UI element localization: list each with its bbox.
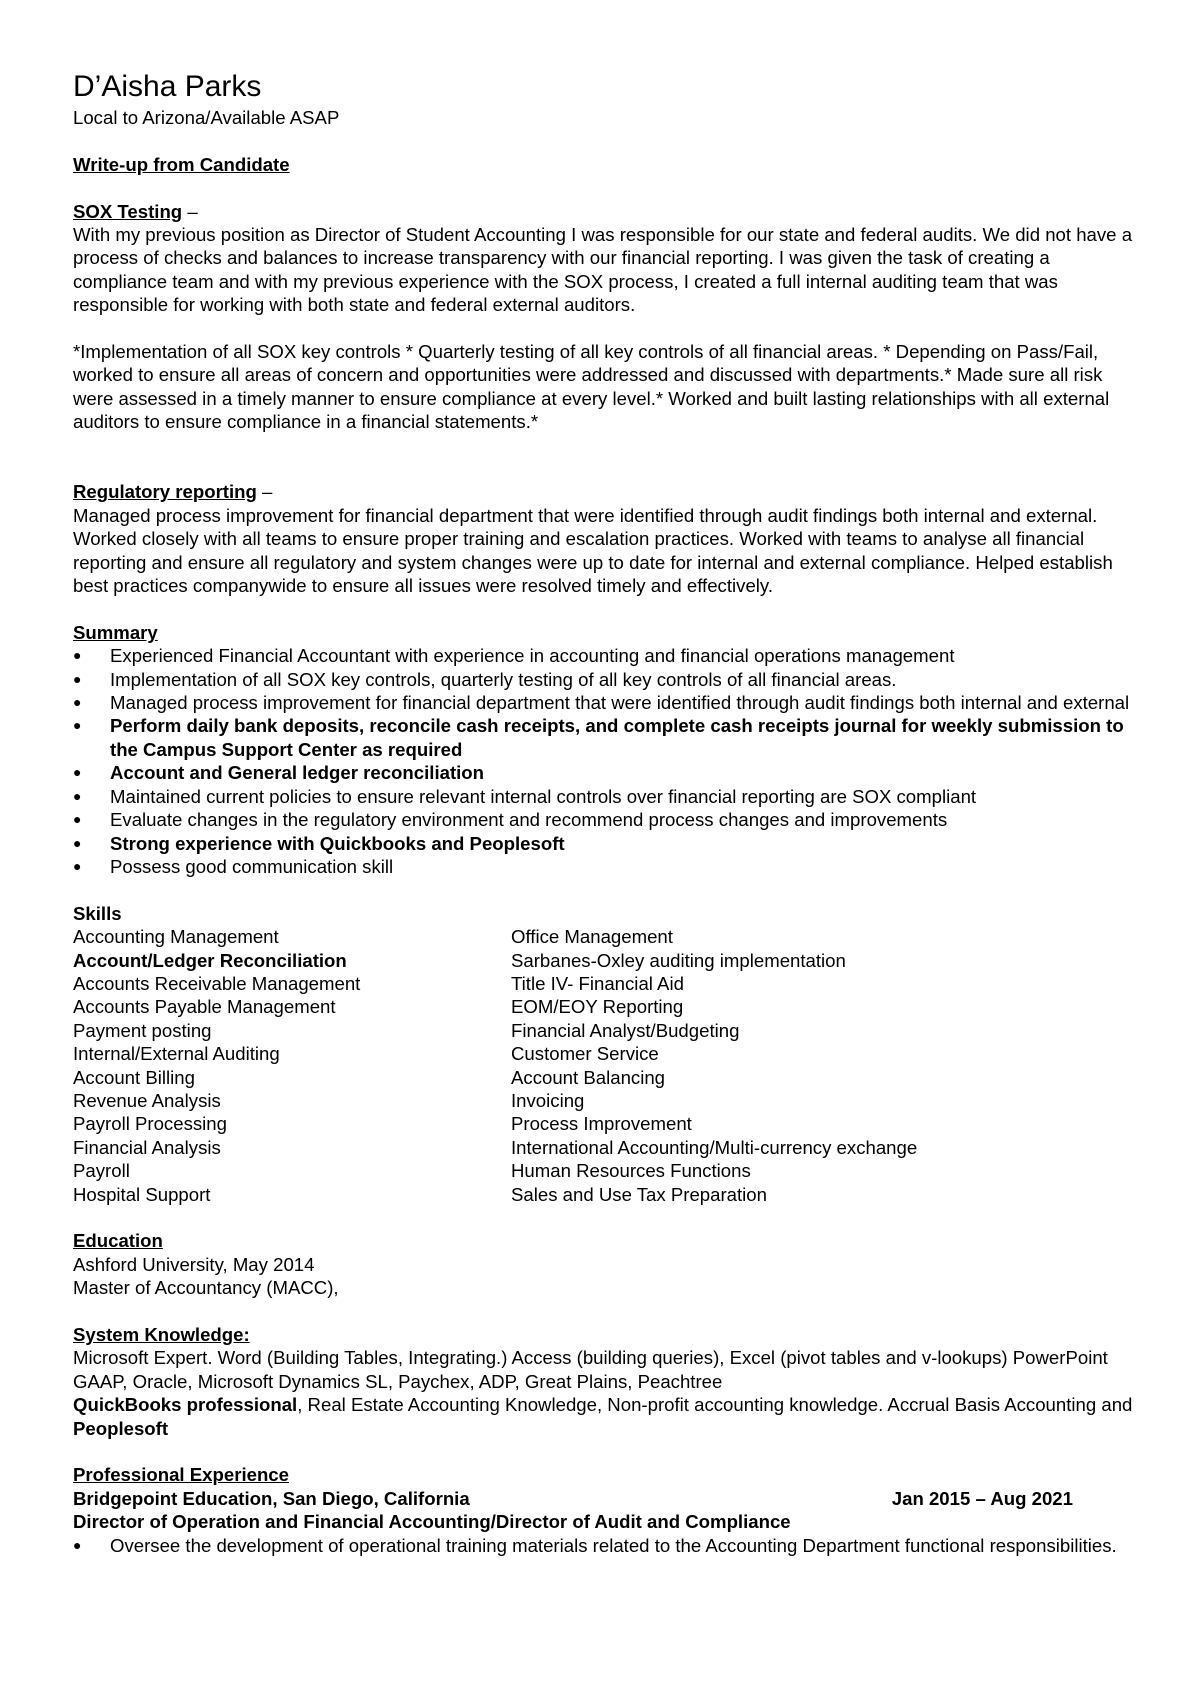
- system-knowledge-line-2: [73, 1393, 1143, 1440]
- skill-item: Office Management: [511, 926, 673, 948]
- bullet-icon: ●: [73, 694, 82, 711]
- list-item: ● Managed process improvement for financial department that were identified through audit findings both internal and external: [73, 692, 1130, 714]
- bullet-icon: ●: [73, 717, 82, 734]
- bullet-icon: ●: [73, 834, 82, 851]
- experience-heading: Professional Experience: [73, 1464, 289, 1486]
- skill-item: Human Resources Functions: [511, 1160, 751, 1182]
- skill-item: Payment posting: [73, 1019, 212, 1041]
- skills-column-2: [511, 925, 1111, 1206]
- education-degree: Master of Accountancy (MACC),: [73, 1277, 339, 1299]
- skill-item: Customer Service: [511, 1043, 659, 1065]
- skill-item: Sales and Use Tax Preparation: [511, 1183, 767, 1205]
- skill-item: Internal/External Auditing: [73, 1043, 280, 1065]
- list-item: ● Account and General ledger reconciliation: [73, 762, 485, 784]
- system-knowledge-heading: System Knowledge:: [73, 1324, 250, 1345]
- summary-list: [73, 644, 1143, 878]
- skill-item: Financial Analyst/Budgeting: [511, 1019, 740, 1041]
- skill-item: Invoicing: [511, 1089, 585, 1111]
- bullet-icon: ●: [73, 764, 82, 781]
- regulatory-dash: –: [256, 481, 273, 503]
- bullet-icon: ●: [73, 1536, 82, 1553]
- skill-item: Account Billing: [73, 1066, 195, 1088]
- experience-title: Director of Operation and Financial Accounting/Director of Audit and Compliance: [73, 1511, 791, 1533]
- skill-item: Payroll Processing: [73, 1113, 227, 1135]
- skill-item: Account Balancing: [511, 1066, 666, 1088]
- bullet-icon: ●: [73, 857, 82, 874]
- skill-item: Accounting Management: [73, 926, 279, 948]
- education-school: Ashford University, May 2014: [73, 1253, 315, 1275]
- list-item: ● Possess good communication skill: [73, 855, 394, 877]
- peoplesoft-text: Peoplesoft: [73, 1417, 169, 1439]
- candidate-name: D’Aisha Parks: [73, 70, 262, 103]
- list-item: ● Evaluate changes in the regulatory environment and recommend process changes and improvements: [73, 809, 948, 831]
- skill-item: Accounts Payable Management: [73, 996, 336, 1018]
- resume-page: [73, 68, 1143, 1557]
- candidate-tagline: Local to Arizona/Available ASAP: [73, 107, 340, 128]
- skills-column-1: [73, 925, 511, 1206]
- skill-item: Sarbanes-Oxley auditing implementation: [511, 949, 846, 971]
- skill-item: Account/Ledger Reconciliation: [73, 949, 347, 971]
- list-item: ● Maintained current policies to ensure relevant internal controls over financial reporting are SOX compliant: [73, 785, 977, 807]
- bullet-icon: ●: [73, 670, 82, 687]
- skill-item: Financial Analysis: [73, 1136, 221, 1158]
- system-knowledge-middle: , Real Estate Accounting Knowledge, Non-profit accounting knowledge. Accrual Basis Accounting and: [297, 1394, 1133, 1416]
- list-item: ● Implementation of all SOX key controls, quarterly testing of all key controls of all financial areas.: [73, 668, 897, 690]
- skill-item: International Accounting/Multi-currency exchange: [511, 1136, 918, 1158]
- skills-heading: Skills: [73, 902, 122, 924]
- sox-heading-line: [73, 200, 1143, 223]
- list-item: ● Oversee the development of operational training materials related to the Accounting Department functional responsibilities.: [73, 1534, 1117, 1556]
- sox-paragraph-1: With my previous position as Director of Student Accounting I was responsible for our state and federal audits. We did not have a process of checks and balances to increase transparency with our financial reporting. I was given the task of creating a compliance team and with my previous experience with the SOX process, I created a full internal auditing team that was responsible for working with both state and federal external auditors.: [73, 224, 1133, 316]
- skill-item: Revenue Analysis: [73, 1089, 221, 1111]
- education-heading: Education: [73, 1230, 163, 1252]
- quickbooks-text: QuickBooks professional: [73, 1394, 298, 1416]
- experience-dates: Jan 2015 – Aug 2021: [891, 1487, 1073, 1509]
- skills-grid: [73, 925, 1143, 1206]
- skill-item: Payroll: [73, 1160, 130, 1182]
- bullet-icon: ●: [73, 811, 82, 828]
- skill-item: Title IV- Financial Aid: [511, 972, 684, 994]
- skill-item: Accounts Receivable Management: [73, 972, 361, 994]
- sox-dash: –: [182, 200, 198, 222]
- experience-company-row: [73, 1487, 1073, 1510]
- regulatory-heading: Regulatory reporting: [73, 481, 257, 503]
- summary-heading: Summary: [73, 621, 158, 643]
- bullet-icon: ●: [73, 787, 82, 804]
- experience-company: Bridgepoint Education, San Diego, California: [73, 1487, 470, 1509]
- skill-item: Hospital Support: [73, 1183, 211, 1205]
- list-item: ● Perform daily bank deposits, reconcile cash receipts, and complete cash receipts journal for weekly submission to the Campus Support Center as required: [73, 715, 1124, 760]
- experience-list: [73, 1534, 1143, 1557]
- sox-heading: SOX Testing: [73, 200, 183, 222]
- sox-paragraph-2: *Implementation of all SOX key controls * Quarterly testing of all key controls of all financial areas. * Depending on Pass/Fail, worked to ensure all areas of concern and opportunities were addressed and discussed with departments.* Made sure all risk were assessed in a timely manner to ensure compliance at every level.* Worked and built lasting relationships with all external auditors to ensure compliance in a financial statements.*: [73, 341, 1110, 433]
- regulatory-heading-line: [73, 480, 1143, 503]
- system-knowledge-line-1: Microsoft Expert. Word (Building Tables, Integrating.) Access (building queries), Excel (pivot tables and v-lookups) PowerPoint GAAP, Oracle, Microsoft Dynamics SL, Paychex, ADP, Great Plains, Peachtree: [73, 1347, 1108, 1392]
- bullet-icon: ●: [73, 647, 82, 664]
- list-item: ● Experienced Financial Accountant with experience in accounting and financial operations management: [73, 645, 955, 667]
- regulatory-paragraph: Managed process improvement for financial department that were identified through audit findings both internal and external. Worked closely with all teams to ensure proper training and escalation practices. Worked with teams to analyse all financial reporting and ensure all regulatory and system changes were up to date for internal and external compliance. Helped establish best practices companywide to ensure all issues were resolved timely and effectively.: [73, 504, 1113, 597]
- skill-item: Process Improvement: [511, 1113, 692, 1135]
- writeup-heading: Write-up from Candidate: [73, 153, 290, 175]
- skill-item: EOM/EOY Reporting: [511, 996, 684, 1018]
- list-item: ● Strong experience with Quickbooks and Peoplesoft: [73, 832, 565, 854]
